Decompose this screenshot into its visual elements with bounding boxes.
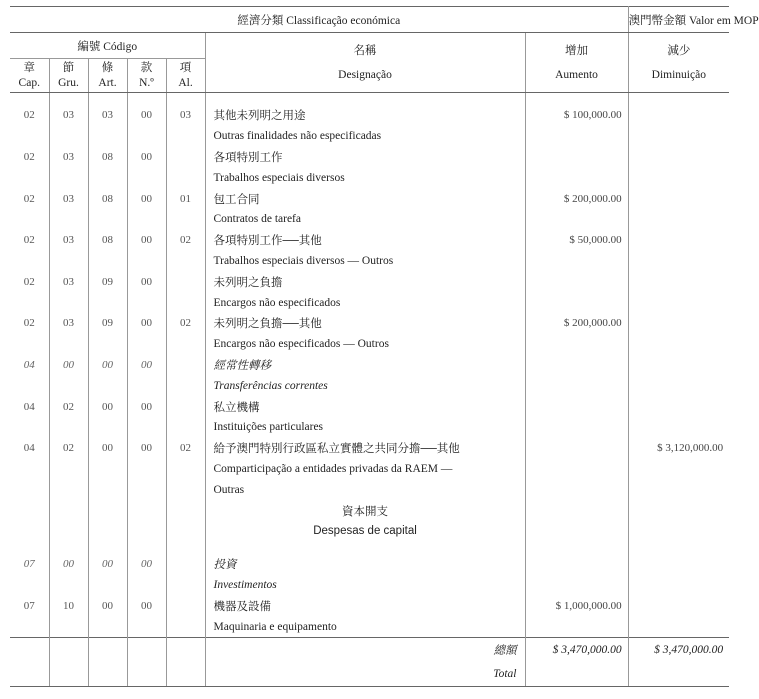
blank-cell xyxy=(49,209,88,230)
blank-cell xyxy=(525,662,628,687)
blank-cell xyxy=(10,575,49,596)
blank-cell xyxy=(49,479,88,500)
code-header: 編號 Código xyxy=(10,33,205,59)
col-al-header: 項 Al. xyxy=(166,59,205,93)
blank-cell xyxy=(127,167,166,188)
blank-cell xyxy=(166,500,205,521)
table-row-continued xyxy=(10,417,729,438)
amount-decrease xyxy=(628,355,729,376)
blank-cell xyxy=(628,616,729,637)
blank-cell xyxy=(10,417,49,438)
designation-zh: 機器及設備 xyxy=(205,595,525,616)
blank-cell xyxy=(166,662,205,687)
blank-cell xyxy=(628,167,729,188)
designation-zh: 各項特別工作──其他 xyxy=(205,230,525,251)
blank-cell xyxy=(88,417,127,438)
table-row xyxy=(10,271,729,292)
blank-cell xyxy=(525,459,628,480)
code-cap: 07 xyxy=(10,554,49,575)
code-gru: 03 xyxy=(49,313,88,334)
table-row xyxy=(10,230,729,251)
designation-zh: 各項特別工作 xyxy=(205,147,525,168)
code-art: 03 xyxy=(88,105,127,126)
designation-zh: 給予澳門特別行政區私立實體之共同分擔──其他 xyxy=(205,438,525,459)
blank-cell xyxy=(525,616,628,637)
designation-zh: 包工合同 xyxy=(205,188,525,209)
blank-cell xyxy=(628,292,729,313)
budget-table xyxy=(10,6,759,687)
table-row-continued xyxy=(10,209,729,230)
blank-cell xyxy=(127,616,166,637)
code-gru: 03 xyxy=(49,230,88,251)
code-gru: 10 xyxy=(49,595,88,616)
blank-cell xyxy=(166,542,205,554)
blank-cell xyxy=(49,167,88,188)
table-row-continued xyxy=(10,459,729,480)
code-n: 00 xyxy=(127,188,166,209)
designation-zh: 名稱 xyxy=(353,44,377,57)
blank-cell xyxy=(49,616,88,637)
code-al: 02 xyxy=(166,313,205,334)
blank-cell xyxy=(10,521,49,542)
blank-cell xyxy=(10,479,49,500)
blank-cell xyxy=(88,500,127,521)
table-row-continued xyxy=(10,616,729,637)
code-n: 00 xyxy=(127,438,166,459)
code-n: 00 xyxy=(127,230,166,251)
blank-cell xyxy=(525,167,628,188)
blank-cell xyxy=(88,334,127,355)
classification-header: 經濟分類 Classificação económica xyxy=(10,7,628,33)
blank-cell xyxy=(49,500,88,521)
designation-header xyxy=(205,33,525,93)
amount-increase xyxy=(525,147,628,168)
code-cap: 07 xyxy=(10,595,49,616)
blank-cell xyxy=(525,375,628,396)
amount-increase: $ 200,000.00 xyxy=(525,313,628,334)
code-al: 02 xyxy=(166,438,205,459)
blank-cell xyxy=(166,334,205,355)
code-art: 08 xyxy=(88,147,127,168)
blank-cell xyxy=(166,375,205,396)
code-n: 00 xyxy=(127,396,166,417)
designation-pt: Maquinaria e equipamento xyxy=(205,616,525,637)
designation-pt: Instituições particulares xyxy=(205,417,525,438)
blank-cell xyxy=(525,500,628,521)
blank-cell xyxy=(88,167,127,188)
code-cap: 02 xyxy=(10,188,49,209)
blank-cell xyxy=(628,662,729,687)
amount-increase xyxy=(525,271,628,292)
designation-pt: Trabalhos especiais diversos xyxy=(205,167,525,188)
designation-pt: Investimentos xyxy=(205,575,525,596)
blank-cell xyxy=(166,637,205,662)
blank-cell xyxy=(127,334,166,355)
code-cap: 04 xyxy=(10,438,49,459)
code-n: 00 xyxy=(127,595,166,616)
blank-cell xyxy=(127,662,166,687)
blank-cell xyxy=(10,334,49,355)
blank-cell xyxy=(49,542,88,554)
table-row-continued xyxy=(10,251,729,272)
amount-decrease xyxy=(628,147,729,168)
blank-cell xyxy=(49,375,88,396)
code-gru: 03 xyxy=(49,105,88,126)
blank-cell xyxy=(628,375,729,396)
designation-pt: Outras finalidades não especificadas xyxy=(205,126,525,147)
blank-cell xyxy=(49,521,88,542)
blank-cell xyxy=(525,417,628,438)
designation-pt: Designação xyxy=(338,68,392,81)
blank-cell xyxy=(628,334,729,355)
blank-cell xyxy=(166,167,205,188)
blank-cell xyxy=(10,500,49,521)
blank-cell xyxy=(166,251,205,272)
blank-cell xyxy=(127,542,166,554)
code-cap: 04 xyxy=(10,396,49,417)
total-increase: $ 3,470,000.00 xyxy=(525,637,628,662)
blank-cell xyxy=(628,500,729,521)
col-n-header: 款 N.º xyxy=(127,59,166,93)
blank-cell xyxy=(525,251,628,272)
decrease-zh: 減少 xyxy=(667,44,691,57)
blank-cell xyxy=(525,209,628,230)
total-decrease: $ 3,470,000.00 xyxy=(628,637,729,662)
table-row-continued xyxy=(10,479,729,500)
designation-zh: 其他未列明之用途 xyxy=(205,105,525,126)
code-al: 01 xyxy=(166,188,205,209)
blank-cell xyxy=(88,479,127,500)
designation-zh: 未列明之負擔 xyxy=(205,271,525,292)
section-heading-pt: Despesas de capital xyxy=(205,521,525,542)
table-row-continued xyxy=(10,126,729,147)
code-art: 08 xyxy=(88,230,127,251)
code-al xyxy=(166,355,205,376)
blank-cell xyxy=(49,637,88,662)
blank-cell xyxy=(166,209,205,230)
blank-cell xyxy=(127,521,166,542)
blank-cell xyxy=(88,251,127,272)
amount-increase: $ 1,000,000.00 xyxy=(525,595,628,616)
blank-cell xyxy=(49,126,88,147)
blank-cell xyxy=(628,251,729,272)
blank-cell xyxy=(525,479,628,500)
designation-zh: 經常性轉移 xyxy=(205,355,525,376)
blank-cell xyxy=(10,292,49,313)
amount-increase xyxy=(525,396,628,417)
increase-zh: 增加 xyxy=(565,44,589,57)
blank-cell xyxy=(49,334,88,355)
blank-cell xyxy=(88,459,127,480)
table-row xyxy=(10,313,729,334)
blank-cell xyxy=(10,167,49,188)
designation-pt: Encargos não especificados — Outros xyxy=(205,334,525,355)
amount-decrease xyxy=(628,271,729,292)
blank-cell xyxy=(88,521,127,542)
code-al: 03 xyxy=(166,105,205,126)
table-row xyxy=(10,355,729,376)
blank-cell xyxy=(88,542,127,554)
amount-decrease: $ 3,120,000.00 xyxy=(657,442,724,455)
blank-cell xyxy=(166,126,205,147)
code-art: 09 xyxy=(88,271,127,292)
blank-cell xyxy=(88,209,127,230)
col-art-header: 條 Art. xyxy=(88,59,127,93)
blank-cell xyxy=(127,251,166,272)
designation-zh: 未列明之負擔──其他 xyxy=(205,313,525,334)
designation-pt: Outras xyxy=(205,479,525,500)
section-heading-zh: 資本開支 xyxy=(205,500,525,521)
blank-cell xyxy=(49,662,88,687)
code-gru: 03 xyxy=(49,147,88,168)
code-art: 00 xyxy=(88,355,127,376)
blank-cell xyxy=(628,542,729,554)
table-row xyxy=(10,105,729,126)
designation-zh: 私立機構 xyxy=(205,396,525,417)
increase-pt: Aumento xyxy=(555,68,598,81)
decrease-header xyxy=(628,33,729,93)
blank-cell xyxy=(166,575,205,596)
code-gru: 03 xyxy=(49,271,88,292)
blank-cell xyxy=(127,500,166,521)
blank-cell xyxy=(88,375,127,396)
blank-cell xyxy=(127,479,166,500)
table-row-continued xyxy=(10,167,729,188)
designation-pt: Contratos de tarefa xyxy=(205,209,525,230)
blank-cell xyxy=(88,292,127,313)
table-row-continued xyxy=(10,575,729,596)
code-cap: 02 xyxy=(10,313,49,334)
designation-pt: Transferências correntes xyxy=(205,375,525,396)
blank-cell xyxy=(49,251,88,272)
table-row-continued xyxy=(10,334,729,355)
amount-decrease xyxy=(628,188,729,209)
amount-increase xyxy=(525,355,628,376)
code-cap: 02 xyxy=(10,271,49,292)
blank-cell xyxy=(166,292,205,313)
designation-pt: Comparticipação a entidades privadas da RAEM — xyxy=(205,459,525,480)
amount-decrease xyxy=(628,396,729,417)
table-row-continued xyxy=(10,292,729,313)
amount-increase xyxy=(525,438,628,459)
decrease-pt: Diminuição xyxy=(651,68,706,81)
table-row xyxy=(10,595,729,616)
blank-cell xyxy=(166,616,205,637)
amount-decrease xyxy=(628,554,729,575)
code-gru: 02 xyxy=(49,438,88,459)
blank-cell xyxy=(10,251,49,272)
table-row-continued xyxy=(10,375,729,396)
code-cap: 04 xyxy=(10,355,49,376)
blank-cell xyxy=(628,459,729,480)
code-cap: 02 xyxy=(10,147,49,168)
blank-cell xyxy=(166,417,205,438)
code-n: 00 xyxy=(127,105,166,126)
blank-cell xyxy=(127,375,166,396)
blank-cell xyxy=(10,542,49,554)
increase-header xyxy=(525,33,628,93)
total-label-pt: Total xyxy=(205,662,525,687)
total-label-zh: 總額 xyxy=(205,637,525,662)
amount-decrease xyxy=(628,313,729,334)
blank-cell xyxy=(205,542,525,554)
code-art: 08 xyxy=(88,188,127,209)
blank-cell xyxy=(88,662,127,687)
code-n: 00 xyxy=(127,147,166,168)
blank-cell xyxy=(166,459,205,480)
blank-cell xyxy=(628,521,729,542)
amount-decrease xyxy=(628,230,729,251)
code-al xyxy=(166,271,205,292)
amount-decrease xyxy=(628,105,729,126)
blank-cell xyxy=(628,209,729,230)
code-al xyxy=(166,396,205,417)
code-al xyxy=(166,595,205,616)
code-art: 09 xyxy=(88,313,127,334)
blank-cell xyxy=(49,575,88,596)
amount-increase: $ 50,000.00 xyxy=(525,230,628,251)
blank-cell xyxy=(628,417,729,438)
blank-cell xyxy=(10,637,49,662)
amount-increase: $ 200,000.00 xyxy=(525,188,628,209)
blank-cell xyxy=(127,417,166,438)
blank-cell xyxy=(10,126,49,147)
code-n: 00 xyxy=(127,355,166,376)
blank-cell xyxy=(10,662,49,687)
code-cap: 02 xyxy=(10,230,49,251)
amount-increase xyxy=(525,554,628,575)
blank-cell xyxy=(88,126,127,147)
blank-cell xyxy=(166,521,205,542)
code-n: 00 xyxy=(127,554,166,575)
table-row xyxy=(10,188,729,209)
code-gru: 03 xyxy=(49,188,88,209)
blank-cell xyxy=(127,209,166,230)
section-heading-row xyxy=(10,521,729,542)
blank-cell xyxy=(49,292,88,313)
total-row-continued xyxy=(10,662,729,687)
blank-cell xyxy=(525,542,628,554)
blank-cell xyxy=(88,575,127,596)
blank-cell xyxy=(88,616,127,637)
amount-increase: $ 100,000.00 xyxy=(525,105,628,126)
col-cap-header: 章 Cap. xyxy=(10,59,49,93)
code-n: 00 xyxy=(127,271,166,292)
code-al: 02 xyxy=(166,230,205,251)
designation-pt: Encargos não especificados xyxy=(205,292,525,313)
blank-cell xyxy=(127,637,166,662)
total-row xyxy=(10,637,729,662)
table-row xyxy=(10,438,729,459)
code-art: 00 xyxy=(88,595,127,616)
amount-decrease xyxy=(628,595,729,616)
blank-cell xyxy=(525,334,628,355)
col-gru-header: 節 Gru. xyxy=(49,59,88,93)
blank-cell xyxy=(49,459,88,480)
blank-cell xyxy=(10,209,49,230)
blank-cell xyxy=(525,521,628,542)
blank-cell xyxy=(525,126,628,147)
blank-cell xyxy=(525,292,628,313)
code-al xyxy=(166,147,205,168)
blank-cell xyxy=(628,126,729,147)
blank-cell xyxy=(49,417,88,438)
code-gru: 02 xyxy=(49,396,88,417)
blank-cell xyxy=(127,292,166,313)
blank-cell xyxy=(10,616,49,637)
code-art: 00 xyxy=(88,438,127,459)
blank-cell xyxy=(127,126,166,147)
designation-pt: Trabalhos especiais diversos — Outros xyxy=(205,251,525,272)
code-cap: 02 xyxy=(10,105,49,126)
table-row xyxy=(10,147,729,168)
section-heading-row xyxy=(10,500,729,521)
blank-cell xyxy=(10,375,49,396)
blank-cell xyxy=(628,575,729,596)
blank-cell xyxy=(628,479,729,500)
blank-cell xyxy=(525,575,628,596)
blank-cell xyxy=(88,637,127,662)
blank-cell xyxy=(127,575,166,596)
code-art: 00 xyxy=(88,554,127,575)
designation-zh: 投資 xyxy=(205,554,525,575)
blank-cell xyxy=(166,479,205,500)
code-art: 00 xyxy=(88,396,127,417)
value-header: 澳門幣金額 Valor em MOP xyxy=(628,7,729,33)
blank-cell xyxy=(127,459,166,480)
table-row xyxy=(10,554,729,575)
blank-cell xyxy=(10,459,49,480)
code-gru: 00 xyxy=(49,355,88,376)
table-row xyxy=(10,396,729,417)
code-n: 00 xyxy=(127,313,166,334)
code-al xyxy=(166,554,205,575)
code-gru: 00 xyxy=(49,554,88,575)
